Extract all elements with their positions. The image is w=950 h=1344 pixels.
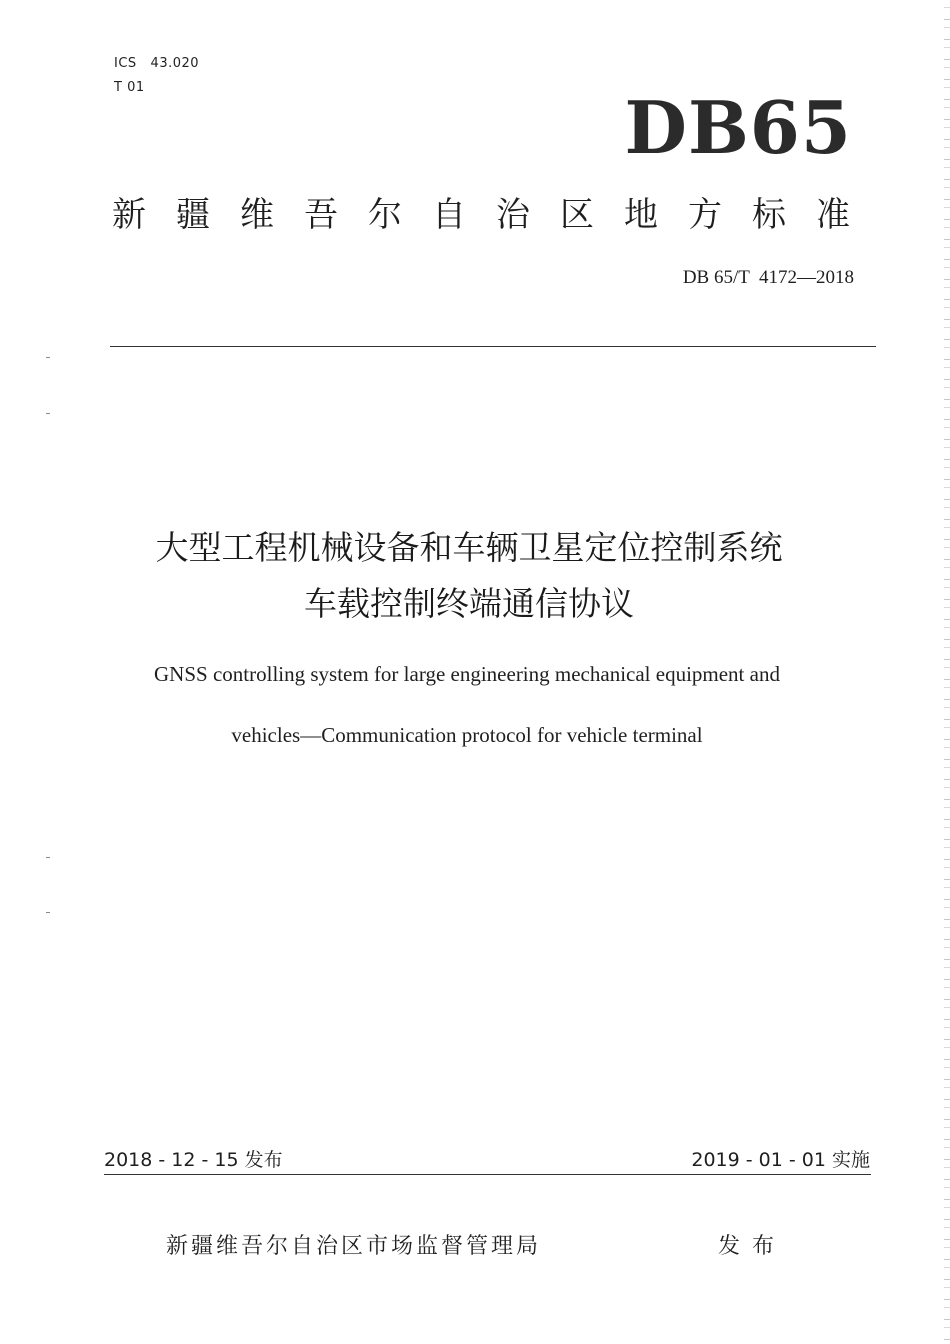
scan-mark xyxy=(46,413,50,414)
standard-logo: DB65 xyxy=(624,85,852,170)
english-title-line-2: vehicles—Communication protocol for vehicle terminal xyxy=(231,723,703,747)
scan-edge-artifact xyxy=(944,0,950,1344)
scan-mark xyxy=(46,857,50,858)
english-title-line-1: GNSS controlling system for large engineering mechanical equipment and xyxy=(154,662,780,686)
scan-mark xyxy=(46,912,50,913)
standard-type-heading: 新疆维吾尔自治区地方标准 xyxy=(112,195,880,235)
standard-number: DB 65/T 4172—2018 xyxy=(682,267,854,288)
footer-divider xyxy=(104,1174,871,1175)
issuing-authority: 新疆维吾尔自治区市场监督管理局 xyxy=(166,1234,542,1259)
implementation-date: 2019 - 01 - 01 实施 xyxy=(691,1149,870,1171)
chinese-title-line-2: 车载控制终端通信协议 xyxy=(304,584,634,623)
ics-code: ICS 43.020 xyxy=(114,56,200,71)
scan-mark xyxy=(46,357,50,358)
classification-code: T 01 xyxy=(114,80,145,95)
header-divider xyxy=(110,346,876,347)
issue-label: 发布 xyxy=(718,1234,787,1259)
publish-date: 2018 - 12 - 15 发布 xyxy=(104,1149,283,1171)
chinese-title-line-1: 大型工程机械设备和车辆卫星定位控制系统 xyxy=(155,528,783,567)
